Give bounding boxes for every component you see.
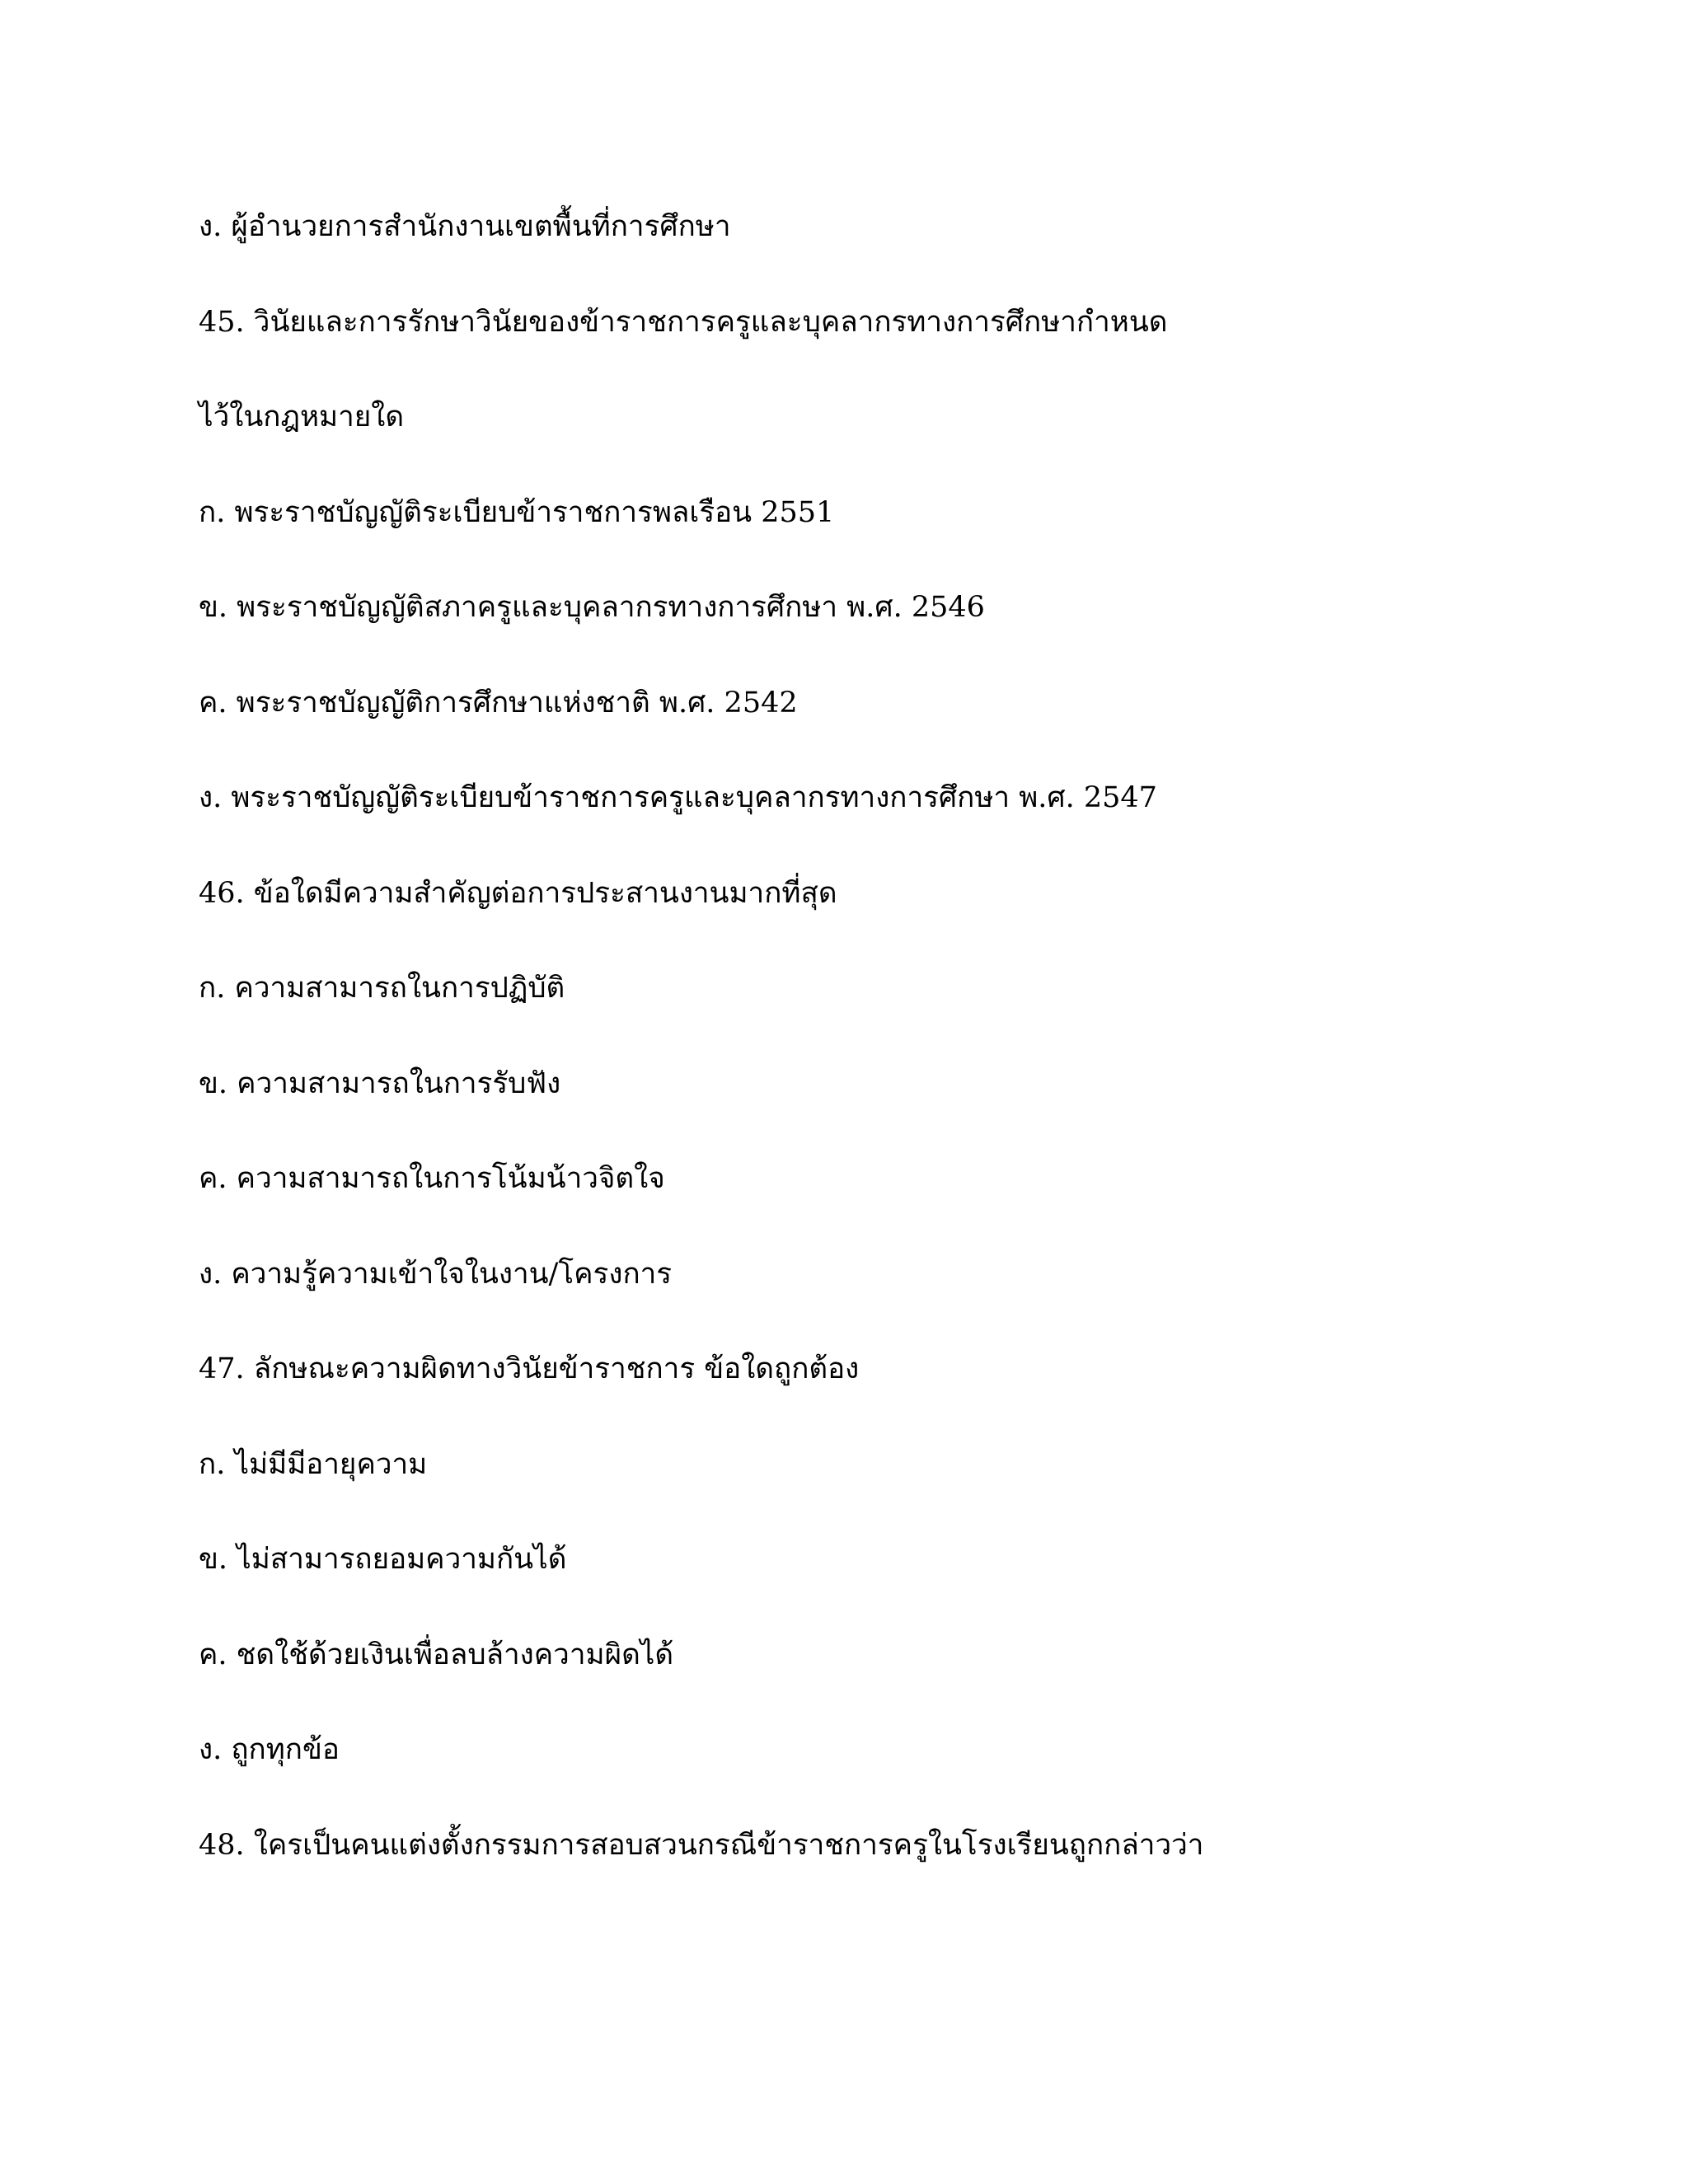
question-45-text-continued: ไว้ในกฎหมายใด bbox=[199, 401, 405, 434]
question-45-option-a: ก. พระราชบัญญัติระเบียบข้าราชการพลเรือน 2551 bbox=[199, 496, 835, 529]
question-46-option-c: ค. ความสามารถในการโน้มน้าวจิตใจ bbox=[199, 1162, 665, 1195]
question-47-option-a: ก. ไม่มีมีอายุความ bbox=[199, 1448, 428, 1481]
question-48-text: 48. ใครเป็นคนแต่งตั้งกรรมการสอบสวนกรณีข้าราชการครูในโรงเรียนถูกกล่าวว่า bbox=[199, 1829, 1204, 1862]
question-46-text: 46. ข้อใดมีความสำคัญต่อการประสานงานมากที่สุด bbox=[199, 877, 837, 910]
question-46-option-a: ก. ความสามารถในการปฏิบัติ bbox=[199, 972, 565, 1005]
question-45-option-c: ค. พระราชบัญญัติการศึกษาแห่งชาติ พ.ศ. 2542 bbox=[199, 687, 798, 719]
question-47-option-b: ข. ไม่สามารถยอมความกันได้ bbox=[199, 1543, 567, 1576]
question-46-option-d: ง. ความรู้ความเข้าใจในงาน/โครงการ bbox=[199, 1258, 673, 1291]
question-45-text: 45. วินัยและการรักษาวินัยของข้าราชการครูและบุคลากรทางการศึกษากำหนด bbox=[199, 306, 1168, 339]
question-45-option-d: ง. พระราชบัญญัติระเบียบข้าราชการครูและบุคลากรทางการศึกษา พ.ศ. 2547 bbox=[199, 781, 1157, 814]
question-46-option-b: ข. ความสามารถในการรับฟัง bbox=[199, 1067, 561, 1100]
question-47-option-c: ค. ชดใช้ด้วยเงินเพื่อลบล้างความผิดได้ bbox=[199, 1638, 674, 1671]
answer-option-d-prev-question: ง. ผู้อำนวยการสำนักงานเขตพื้นที่การศึกษา bbox=[199, 210, 731, 243]
question-45-option-b: ข. พระราชบัญญัติสภาครูและบุคลากรทางการศึกษา พ.ศ. 2546 bbox=[199, 591, 985, 624]
question-47-text: 47. ลักษณะความผิดทางวินัยข้าราชการ ข้อใดถูกต้อง bbox=[199, 1352, 860, 1385]
question-47-option-d: ง. ถูกทุกข้อ bbox=[199, 1733, 340, 1766]
